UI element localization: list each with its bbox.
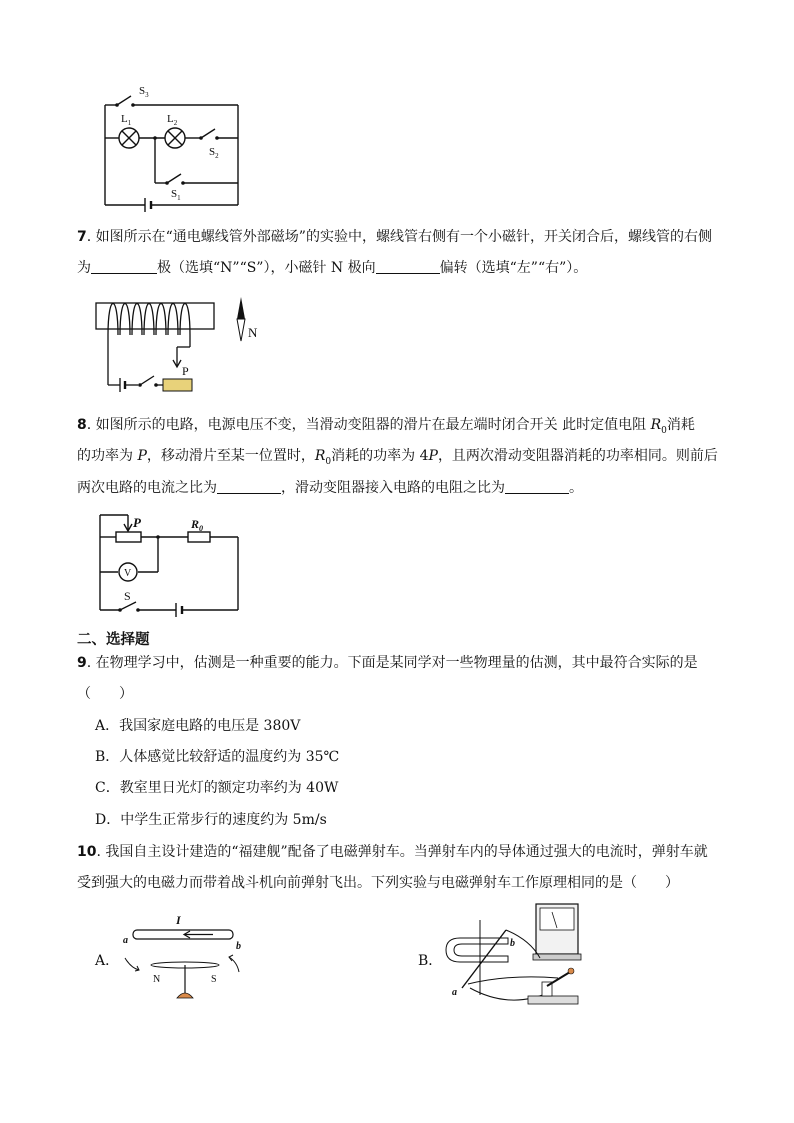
label-l2: $L_2$ bbox=[167, 113, 178, 127]
figure-option-a bbox=[115, 910, 255, 1010]
circuit-diagram-q6 bbox=[95, 80, 255, 220]
q10-line1: 10. 我国自主设计建造的“福建舰”配备了电磁弹射车。当弹射车内的导体通过强大的电流时，弹射车就 bbox=[77, 844, 708, 860]
q8-line2: 的功率为 P，移动滑片至某一位置时，$R_0$消耗的功率为 4P，且两次滑动变阻器消耗的功率相同。则前后 bbox=[77, 448, 718, 467]
label-n: N bbox=[153, 974, 161, 985]
label-b: b bbox=[510, 938, 515, 949]
option-b[interactable]: B． bbox=[418, 953, 443, 969]
figure-option-b bbox=[440, 900, 590, 1015]
q9-line1: 9. 在物理学习中，估测是一种重要的能力。下面是某同学对一些物理量的估测，其中最符合实际的是 bbox=[77, 655, 698, 671]
answer-blank[interactable] bbox=[505, 479, 569, 494]
label-p: P bbox=[182, 364, 189, 378]
q8-line3: 两次电路的电流之比为 ，滑动变阻器接入电路的电阻之比为 。 bbox=[77, 480, 583, 496]
q8-line1: 8. 如图所示的电路，电源电压不变，当滑动变阻器的滑片在最左端时闭合开关 此时定值电阻 $R_0$消耗 bbox=[77, 417, 695, 436]
label-s2: $S_2$ bbox=[209, 146, 219, 160]
label-l1: $L_1$ bbox=[121, 113, 132, 127]
voltmeter-label: V bbox=[124, 568, 132, 579]
circuit-diagram-q8 bbox=[92, 510, 252, 620]
label-s1: $S_1$ bbox=[171, 188, 181, 202]
label-b: b bbox=[236, 941, 241, 952]
q10-line2: 受到强大的电磁力而带着战斗机向前弹射飞出。下列实验与电磁弹射车工作原理相同的是（ ） bbox=[77, 875, 679, 891]
option-a[interactable]: A． bbox=[95, 953, 120, 969]
answer-blank[interactable] bbox=[217, 479, 281, 494]
label-s: S bbox=[211, 974, 217, 985]
label-s: S bbox=[124, 589, 131, 603]
label-current-i: I bbox=[176, 913, 181, 927]
solenoid-diagram-q7 bbox=[90, 295, 280, 395]
label-n: N bbox=[248, 325, 258, 340]
section-heading: 二、选择题 bbox=[77, 632, 150, 648]
q7-line2: 为 极（选填“N”“S”），小磁针 N 极向 偏转（选填“左”“右”）。 bbox=[77, 260, 588, 276]
label-r0: $R_0$ bbox=[191, 517, 204, 533]
option-a[interactable]: A．我国家庭电路的电压是 380V bbox=[95, 718, 301, 734]
label-s3: $S_3$ bbox=[139, 85, 149, 99]
answer-blank[interactable] bbox=[91, 259, 157, 274]
option-d[interactable]: D．中学生正常步行的速度约为 5m/s bbox=[95, 812, 327, 828]
label-a: a bbox=[123, 935, 128, 946]
label-a: a bbox=[452, 987, 457, 998]
option-b[interactable]: B．人体感觉比较舒适的温度约为 35℃ bbox=[95, 749, 340, 765]
answer-blank[interactable] bbox=[376, 259, 440, 274]
q9-paren: （ ） bbox=[77, 686, 133, 702]
option-c[interactable]: C．教室里日光灯的额定功率约为 40W bbox=[95, 780, 339, 796]
q7-line1: 7. 如图所示在“通电螺线管外部磁场”的实验中，螺线管右侧有一个小磁针，开关闭合后，螺线管的右侧 bbox=[77, 229, 712, 245]
label-p: P bbox=[133, 515, 141, 530]
